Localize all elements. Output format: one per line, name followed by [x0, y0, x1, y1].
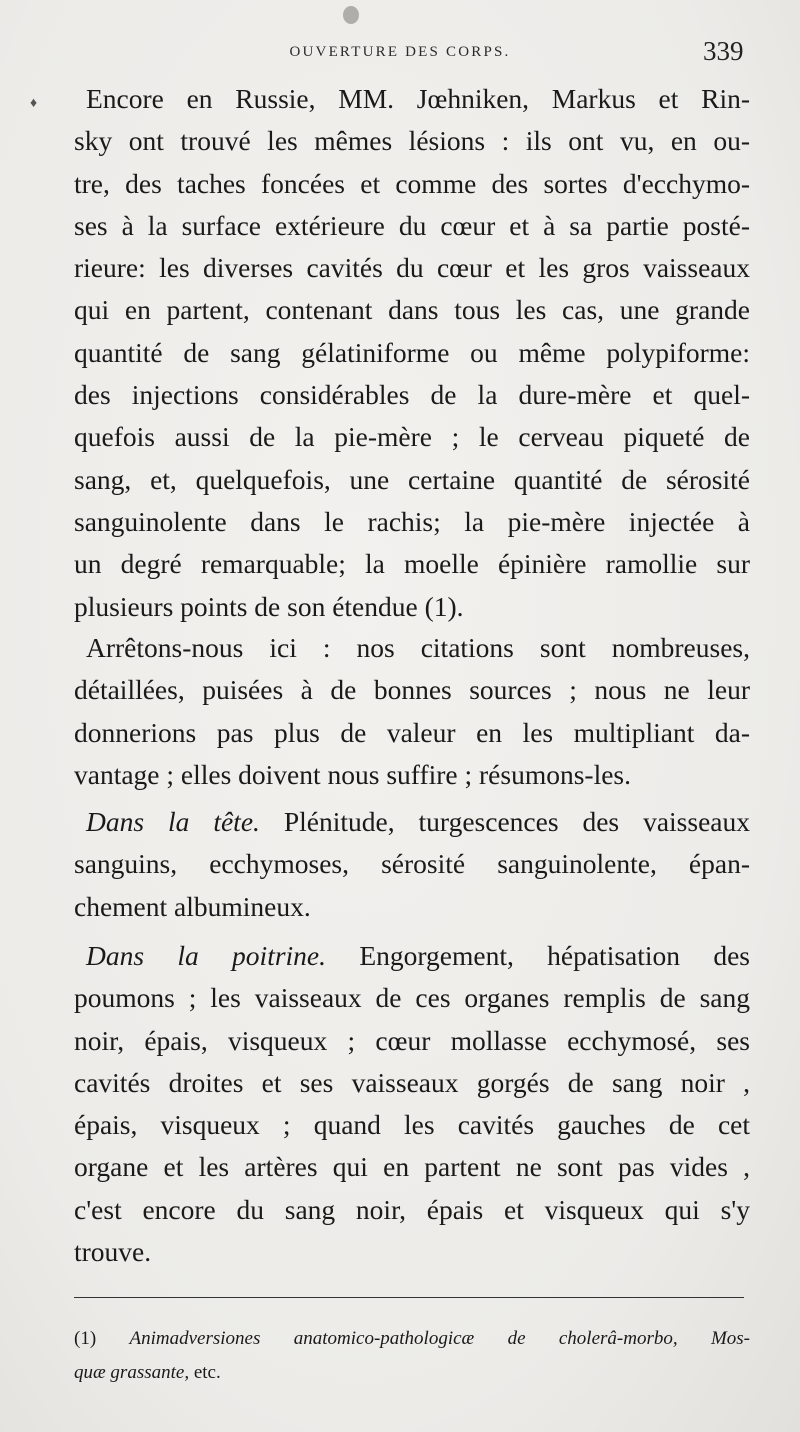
text-line: un degré remarquable; la moelle épinière ramollie sur — [74, 548, 750, 580]
text-line: tre, des taches foncées et comme des sortes d'ecchymo- — [74, 167, 750, 199]
text-line: détaillées, puisées à de bonnes sources ; nous ne leur — [74, 674, 750, 706]
page-number: 339 — [703, 36, 744, 66]
text-line: trouve. — [74, 1236, 152, 1268]
footnote-marker: (1) — [74, 1328, 97, 1349]
text-line: c'est encore du sang noir, épais et visqueux qui s'y — [74, 1193, 750, 1225]
text-line: sanguinolente dans le rachis; la pie-mère injectée à — [74, 505, 750, 537]
text-line: quantité de sang gélatiniforme ou même polypiforme: — [74, 336, 750, 368]
footnote-rule — [74, 1297, 744, 1298]
text-line: des injections considérables de la dure-mère et quel- — [74, 379, 750, 411]
ink-smudge — [343, 6, 359, 24]
text-line: sanguins, ecchymoses, sérosité sanguinolente, épan- — [74, 848, 750, 880]
text-line: vantage ; elles doivent nous suffire ; résumons-les. — [74, 758, 632, 790]
text-fragment: Plénitude, turgescences des vaisseaux — [259, 806, 750, 837]
running-title: OUVERTURE DES CORPS. — [289, 44, 511, 60]
text-line: rieure: les diverses cavités du cœur et les gros vaisseaux — [74, 252, 750, 284]
footnote — [74, 1322, 750, 1390]
text-line: ses à la surface extérieure du cœur et à sa partie posté- — [74, 209, 750, 241]
footnote-text: etc. — [189, 1362, 221, 1383]
footnote-line — [74, 1356, 750, 1390]
text-line: Encore en Russie, MM. Jœhniken, Markus et Rin- — [86, 83, 750, 114]
text-line — [74, 801, 750, 843]
text-line — [74, 935, 750, 977]
footnote-text: Animadversiones anatomico-pathologicæ de cholerâ-morbo, Mos- — [129, 1328, 751, 1349]
running-head — [0, 36, 800, 70]
paragraph-1 — [74, 78, 750, 628]
text-line: cavités droites et ses vaisseaux gorgés de sang noir , — [74, 1066, 750, 1098]
text-line: Arrêtons-nous ici : nos citations sont nombreuses, — [86, 632, 750, 663]
text-line: noir, épais, visqueux ; cœur mollasse ecchymosé, ses — [74, 1024, 750, 1056]
text-line: épais, visqueux ; quand les cavités gauches de cet — [74, 1109, 750, 1141]
text-line: plusieurs points de son étendue (1). — [74, 590, 464, 622]
text-line: quefois aussi de la pie-mère ; le cerveau piqueté de — [74, 421, 750, 453]
margin-mark: ♦ — [30, 96, 38, 111]
text-line: chement albumineux. — [74, 890, 311, 922]
footnote-line — [74, 1322, 750, 1356]
section-lead: Dans la tête. — [86, 806, 260, 837]
footnote-text: quæ grassante, — [74, 1362, 190, 1383]
paragraph-4 — [74, 935, 750, 1273]
paragraph-2 — [74, 627, 750, 796]
section-lead: Dans la poitrine. — [86, 940, 327, 971]
text-line: organe et les artères qui en partent ne sont pas vides , — [74, 1151, 750, 1183]
text-line: poumons ; les vaisseaux de ces organes remplis de sang — [74, 982, 750, 1014]
text-line: donnerions pas plus de valeur en les multipliant da- — [74, 716, 750, 748]
text-line: sky ont trouvé les mêmes lésions : ils ont vu, en ou- — [74, 125, 750, 157]
text-line: qui en partent, contenant dans tous les cas, une grande — [74, 294, 750, 326]
text-fragment: Engorgement, hépatisation des — [326, 940, 750, 971]
paragraph-3 — [74, 801, 750, 928]
text-line: sang, et, quelquefois, une certaine quantité de sérosité — [74, 463, 750, 495]
